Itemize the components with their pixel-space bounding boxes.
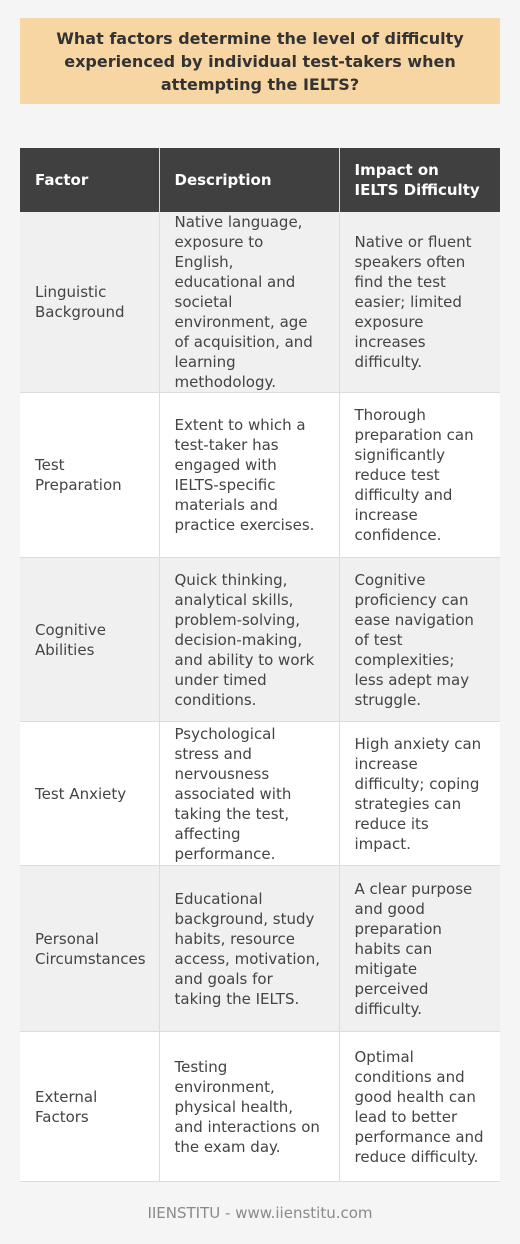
factors-table — [20, 148, 500, 1182]
impact-cell: High anxiety can increase difficulty; coping strategies can reduce its impact. — [339, 722, 500, 866]
impact-cell: Optimal conditions and good health can lead to better performance and reduce difficulty. — [339, 1032, 500, 1182]
factor-cell: Test Anxiety — [20, 722, 159, 866]
factor-cell: Personal Circumstances — [20, 866, 159, 1032]
description-cell: Educational background, study habits, resource access, motivation, and goals for taking the IELTS. — [159, 866, 339, 1032]
description-cell: Testing environment, physical health, and interactions on the exam day. — [159, 1032, 339, 1182]
table-row — [20, 558, 500, 722]
impact-cell: Thorough preparation can significantly reduce test difficulty and increase confidence. — [339, 393, 500, 558]
table-header-row — [20, 148, 500, 212]
header-factor: Factor — [20, 148, 159, 212]
header-impact: Impact on IELTS Difficulty — [339, 148, 500, 212]
table-row — [20, 212, 500, 393]
title-banner — [20, 18, 500, 104]
impact-cell: Native or fluent speakers often find the test easier; limited exposure increases difficulty. — [339, 212, 500, 393]
description-cell: Native language, exposure to English, educational and societal environment, age of acquisition, and learning methodology. — [159, 212, 339, 393]
impact-cell: A clear purpose and good preparation habits can mitigate perceived difficulty. — [339, 866, 500, 1032]
description-cell: Psychological stress and nervousness associated with taking the test, affecting performance. — [159, 722, 339, 866]
table-row — [20, 722, 500, 866]
factor-cell: Linguistic Background — [20, 212, 159, 393]
footer-credit: IIENSTITU - www.iienstitu.com — [147, 1204, 373, 1222]
description-cell: Quick thinking, analytical skills, problem-solving, decision-making, and ability to work under timed conditions. — [159, 558, 339, 722]
table-row — [20, 1032, 500, 1182]
factor-cell: External Factors — [20, 1032, 159, 1182]
description-cell: Extent to which a test-taker has engaged with IELTS-specific materials and practice exercises. — [159, 393, 339, 558]
factor-cell: Test Preparation — [20, 393, 159, 558]
table-row — [20, 866, 500, 1032]
page-title: What factors determine the level of difficulty experienced by individual test-takers when attempting the IELTS? — [56, 28, 464, 94]
impact-cell: Cognitive proficiency can ease navigation of test complexities; less adept may struggle. — [339, 558, 500, 722]
factor-cell: Cognitive Abilities — [20, 558, 159, 722]
header-description: Description — [159, 148, 339, 212]
table-row — [20, 393, 500, 558]
